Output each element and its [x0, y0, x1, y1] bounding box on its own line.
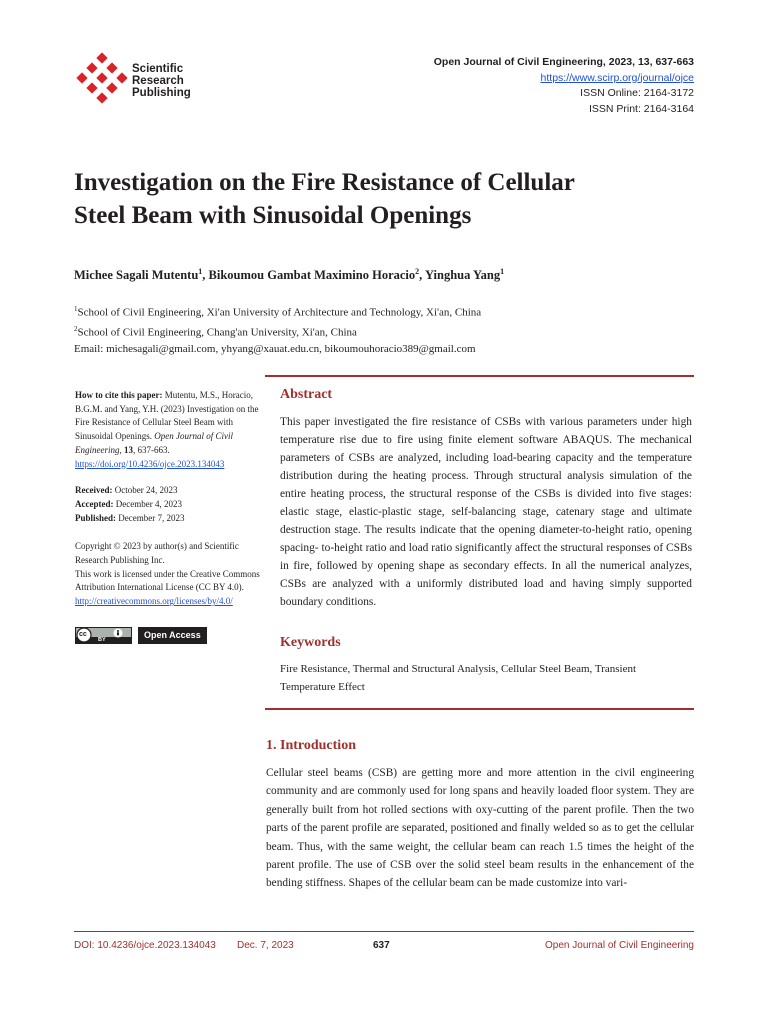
affiliation-sup: 2	[74, 325, 78, 334]
article-sidebar	[75, 389, 263, 609]
paper-title	[74, 166, 694, 232]
cite-pages: , 637-663.	[133, 444, 170, 455]
affiliation	[74, 321, 694, 341]
abstract-text	[280, 413, 692, 611]
introduction-text	[266, 764, 694, 893]
cc-by-text: BY	[98, 637, 106, 643]
keywords-heading: Keywords	[280, 635, 341, 650]
introduction-heading: 1. Introduction	[266, 738, 356, 753]
keywords-text	[280, 660, 692, 696]
issn-print: ISSN Print: 2164-3164	[588, 102, 694, 115]
author-affil-sup: 1	[500, 267, 505, 276]
journal-url-link[interactable]: https://www.scirp.org/journal/ojce	[540, 71, 694, 84]
doi-link[interactable]: https://doi.org/10.4236/ojce.2023.134043	[75, 458, 225, 469]
abstract-paragraph: This paper investigated the fire resistance of CSBs with various parameters under high temperature rise due to fire using finite element software ABAQUS. The mechanical parameters of CSBs are analyzed, including load-bearing capacity and the temperature distribution during the heating process. Through structural analysis simulation of the entire heating process, the structural response of the CSBs is divided into five stages: elastic stage, elastic-plastic stage, self-balancing stage, catenary stage and ultimate destruction stage. The results indicate that the opening diameter-to-height ratio, opening spacing- to-height ratio and load ratio significantly affect the structural responses of CSBs in fire, followed by opening shape as secondary effects. In all the numerical analyzes, CSBs are analyzed with a uniformly distributed load and having simply supported boundary conditions.	[280, 416, 692, 608]
received-value: October 24, 2023	[112, 485, 178, 496]
affiliation-text: School of Civil Engineering, Chang'an University, Xi'an, China	[77, 326, 357, 339]
author-separator: ,	[202, 268, 209, 283]
author-name: Michee Sagali Mutentu	[74, 268, 199, 283]
open-access-badge: Open Access	[138, 627, 207, 644]
affiliation-sup: 1	[74, 305, 78, 313]
author-affil-sup: 1	[198, 267, 203, 276]
footer-doi: DOI: 10.4236/ojce.2023.134043	[74, 940, 216, 951]
accepted-value: December 4, 2023	[113, 498, 182, 509]
keywords-bottom-rule	[265, 708, 694, 710]
received-label: Received:	[75, 485, 113, 496]
footer-journal: Open Journal of Civil Engineering	[545, 940, 694, 951]
footer-rule	[74, 931, 694, 932]
affiliation	[74, 301, 694, 321]
received-date	[75, 484, 263, 498]
journal-info	[434, 55, 694, 117]
footer-page-number: 637	[373, 940, 390, 951]
copyright-notice: Copyright © 2023 by author(s) and Scientific Research Publishing Inc.	[75, 541, 239, 566]
author-list	[74, 267, 694, 283]
introduction-paragraph: Cellular steel beams (CSB) are getting more and more attention in the civil engineering community and are commonly used for long spans and heavily loaded floor system. They are generally built from hot rolled sections with oxy-cutting of the parent profile. Then the two parts of the parent profile are separated, positioned and finally welded so as to get the cellular beam. Thus, with the same weight, the cellular beam can reach 1.5 times the height of the parent profile. The use of CSB over the solid steel beam results in the enhancement of the bending stiffness. Shapes of the cellular beam can be made customize into vari-	[266, 767, 694, 890]
abstract-top-rule	[265, 375, 694, 377]
author-affil-sup: 2	[415, 267, 420, 276]
publisher-line: Publishing	[132, 87, 191, 99]
accepted-date	[75, 498, 263, 512]
journal-citation: Open Journal of Civil Engineering, 2023, 13, 637-663	[433, 56, 694, 68]
cite-volume: 13	[124, 444, 133, 455]
publisher-line: Research	[132, 75, 184, 87]
license-notice: This work is licensed under the Creative Commons Attribution International License (CC BY 4.0).	[75, 568, 260, 593]
author-name: Bikoumou Gambat Maximino Horacio	[208, 268, 416, 283]
cite-label: How to cite this paper:	[75, 390, 163, 400]
affiliations	[74, 301, 694, 358]
publisher-line: Scientific	[132, 63, 184, 75]
title-line: Investigation on the Fire Resistance of Cellular	[74, 169, 575, 196]
cite-journal: Open Journal of Civil Engineering,	[75, 431, 234, 455]
license-link[interactable]: http://creativecommons.org/licenses/by/4.0/	[75, 596, 233, 607]
published-value: December 7, 2023	[116, 512, 185, 523]
abstract-heading: Abstract	[280, 387, 333, 402]
published-date	[75, 512, 263, 526]
published-label: Published:	[75, 512, 117, 523]
cc-by-badge[interactable]	[75, 627, 132, 644]
logo-diamonds	[76, 52, 127, 103]
cite-text: Mutentu, M.S., Horacio, B.G.M. and Yang, Y.H. (2023) Investigation on the Fire Resistance of Cellular Steel Beam with Sinusoidal Openings.	[75, 390, 259, 442]
publisher-name	[132, 63, 191, 99]
email-line: Email: michesagali@gmail.com, yhyang@xauat.edu.cn, bikoumouhoracio389@gmail.com	[74, 343, 476, 356]
issn-online: ISSN Online: 2164-3172	[580, 87, 694, 99]
title-line: Steel Beam with Sinusoidal Openings	[74, 202, 472, 229]
author-name: Yinghua Yang	[424, 268, 501, 283]
footer-date: Dec. 7, 2023	[237, 940, 294, 951]
citation-block	[75, 389, 263, 471]
cc-badge-text: cc	[79, 631, 87, 638]
keywords-paragraph: Fire Resistance, Thermal and Structural Analysis, Cellular Steel Beam, Transient Temperature Effect	[280, 663, 637, 693]
license-badges	[75, 627, 207, 645]
author-separator: ,	[419, 268, 425, 283]
affiliation-text: School of Civil Engineering, Xi'an University of Architecture and Technology, Xi'an, China	[77, 306, 482, 319]
accepted-label: Accepted:	[75, 498, 114, 509]
